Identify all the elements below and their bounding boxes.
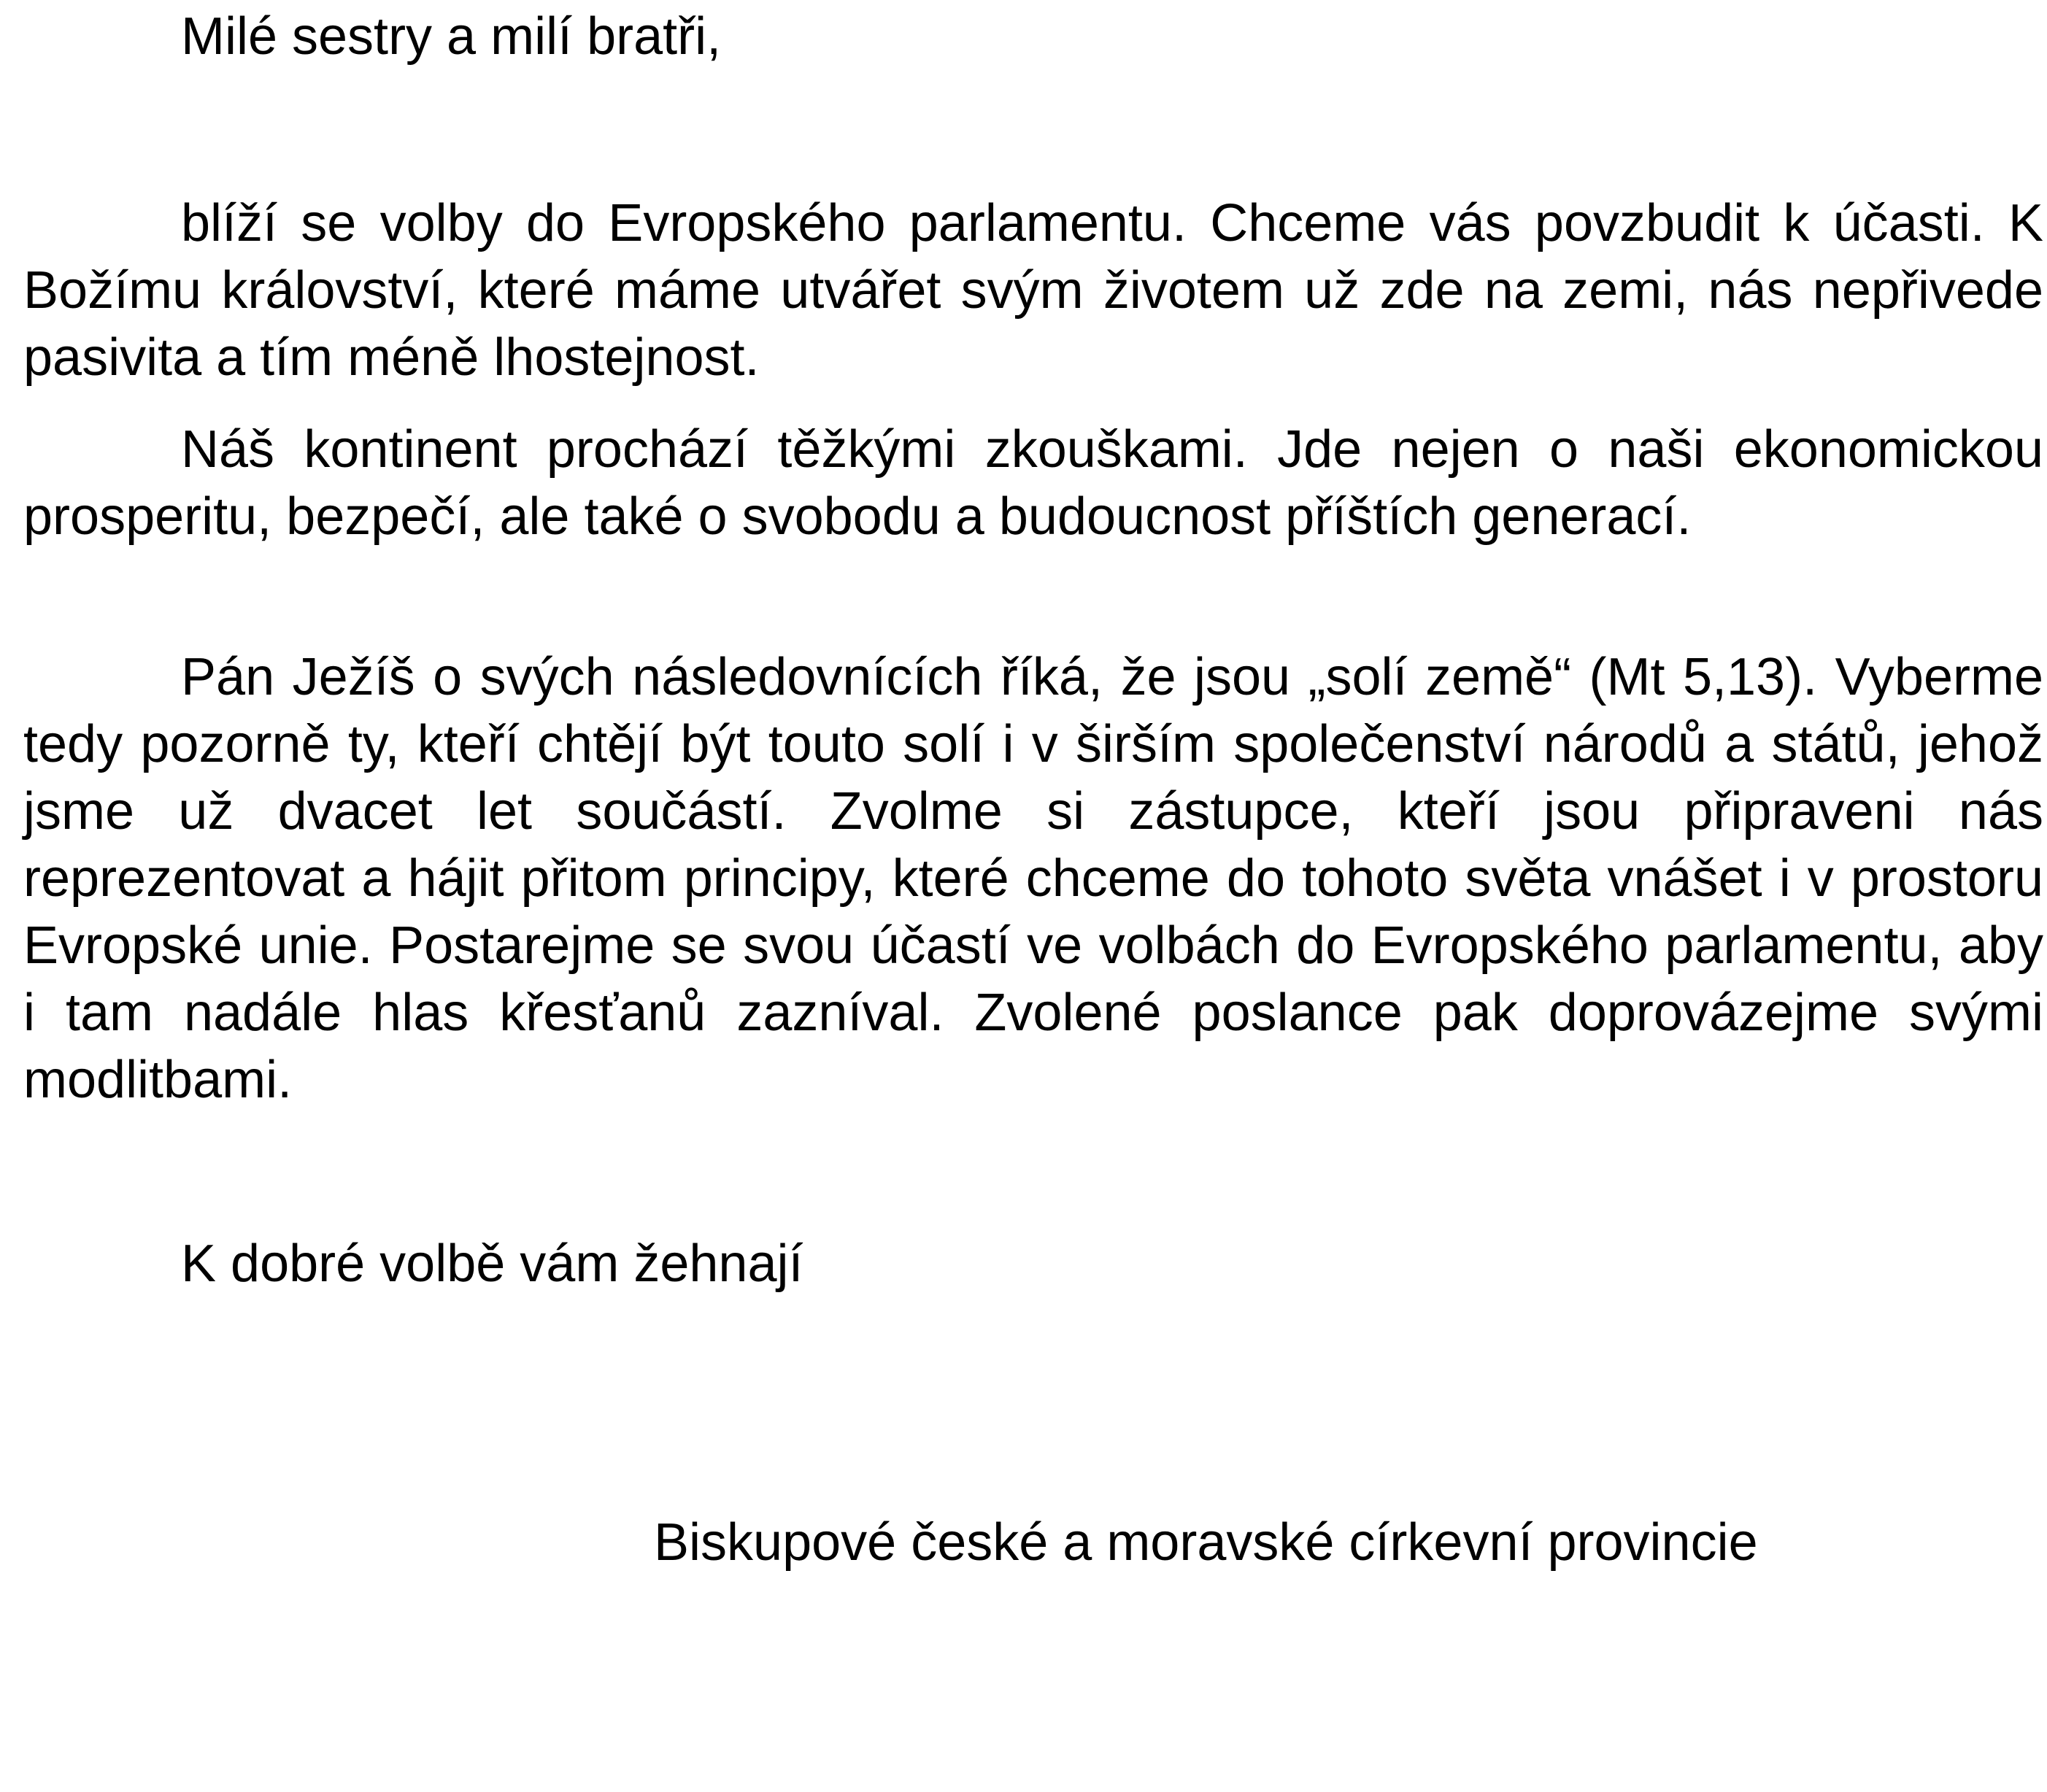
letter-signature: Biskupové české a moravské církevní provincie bbox=[654, 1513, 1758, 1572]
letter-greeting: Milé sestry a milí bratři, bbox=[181, 7, 722, 66]
letter-paragraph-1: blíží se volby do Evropského parlamentu. Chceme vás povzbudit k účasti. K Božímu království, které máme utvářet svým životem už zde na zemi, nás nepřivede pasivita a tím méně lhostejnost. bbox=[23, 194, 2043, 387]
letter-closing: K dobré volbě vám žehnají bbox=[181, 1235, 803, 1293]
letter-paragraph-2: Náš kontinent prochází těžkými zkouškami. Jde nejen o naši ekonomickou prosperitu, bezpečí, ale také o svobodu a budoucnost příštích generací. bbox=[23, 420, 2043, 546]
letter-paragraph-3: Pán Ježíš o svých následovnících říká, že jsou „solí země“ (Mt 5,13). Vyberme tedy pozorně ty, kteří chtějí být touto solí i v širším společenství národů a států, jehož jsme už dvacet let součástí. Zvolme si zástupce, kteří jsou připraveni nás reprezentovat a hájit přitom principy, které chceme do tohoto světa vnášet i v prostoru Evropské unie. Postarejme se svou účastí ve volbách do Evropského parlamentu, aby i tam nadále hlas křesťanů zazníval. Zvolené poslance pak doprovázejme svými modlitbami. bbox=[23, 648, 2043, 1109]
